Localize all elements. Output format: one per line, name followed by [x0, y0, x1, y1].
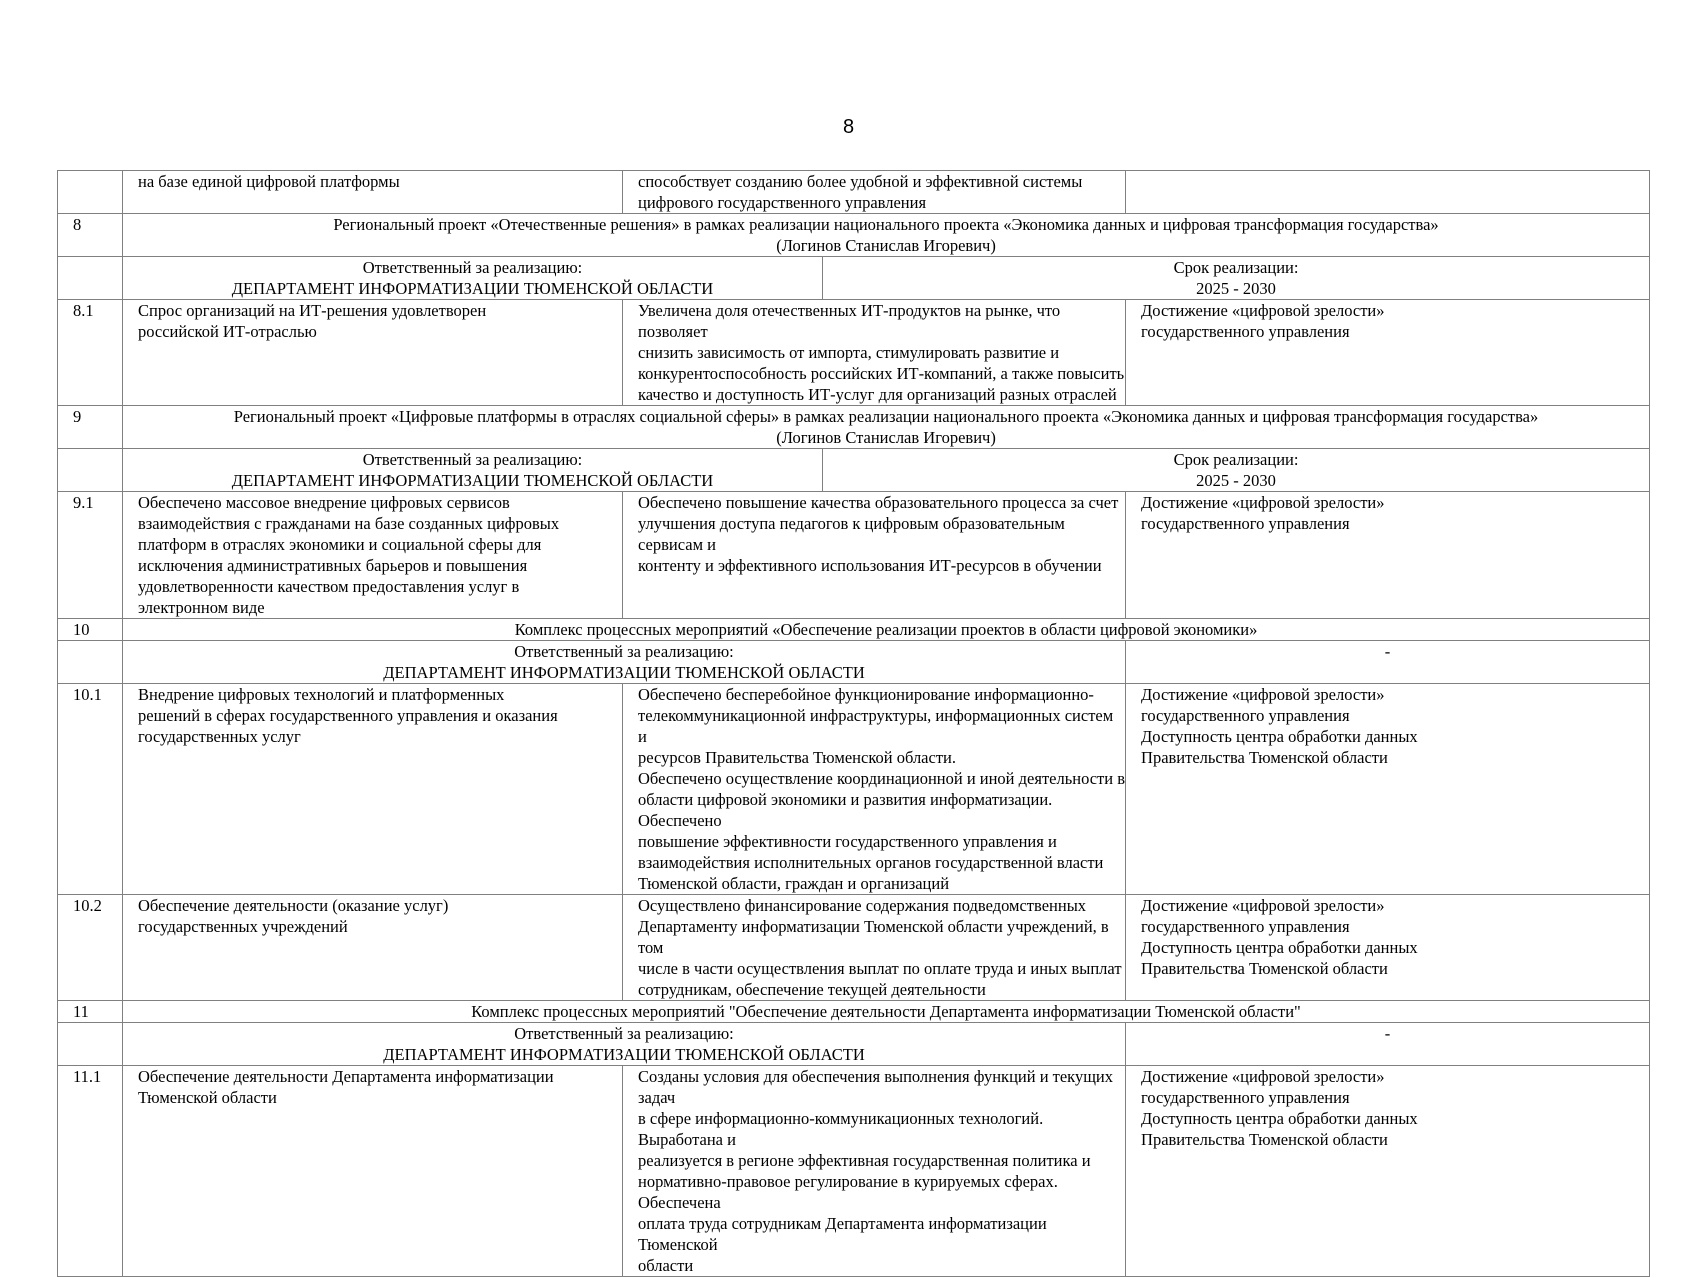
- effect-cell: Увеличена доля отечественных ИТ-продуктов на рынке, что позволяет снизить зависимость от импорта, стимулировать развитие и конкурентоспособность российских ИТ-компаний, а также повысить качество и доступность ИТ-услуг для организаций разных отраслей: [623, 300, 1126, 406]
- indicator-cell: Достижение «цифровой зрелости» государственного управления Доступность центра обработки данных Правительства Тюменской области: [1126, 1066, 1650, 1277]
- term-cell: Срок реализации: 2025 - 2030: [823, 449, 1650, 492]
- project-title: Региональный проект «Цифровые платформы в отраслях социальной сферы» в рамках реализации национального проекта «Экономика данных и цифровая трансформация государства» (Логинов Станислав Игоревич): [123, 406, 1650, 449]
- project-title: Региональный проект «Отечественные решения» в рамках реализации национального проекта «Экономика данных и цифровая трансформация государства» (Логинов Станислав Игоревич): [123, 214, 1650, 257]
- goal-cell: Обеспечено массовое внедрение цифровых сервисов взаимодействия с гражданами на базе созданных цифровых платформ в отраслях экономики и социальной сферы для исключения административных барьеров и повышения удовлетворенности качеством предоставления услуг в электронном виде: [123, 492, 623, 619]
- row-number-cell: 11: [58, 1001, 123, 1023]
- term-cell: -: [1126, 641, 1650, 684]
- indicator-cell: Достижение «цифровой зрелости» государственного управления Доступность центра обработки данных Правительства Тюменской области: [1126, 684, 1650, 895]
- project-title-row: [58, 406, 1650, 449]
- row-number-cell: 10.1: [58, 684, 123, 895]
- row-number-cell: 9: [58, 406, 123, 449]
- term-cell: -: [1126, 1023, 1650, 1066]
- table-row: [58, 895, 1650, 1001]
- responsible-row: [58, 1023, 1650, 1066]
- project-title-row: [58, 1001, 1650, 1023]
- row-number-cell: 9.1: [58, 492, 123, 619]
- goal-cell: на базе единой цифровой платформы: [123, 171, 623, 214]
- indicator-cell: Достижение «цифровой зрелости» государственного управления: [1126, 300, 1650, 406]
- responsible-row: [58, 257, 1650, 300]
- term-cell: Срок реализации: 2025 - 2030: [823, 257, 1650, 300]
- row-number-cell: 8: [58, 214, 123, 257]
- indicator-cell: [1126, 171, 1650, 214]
- goal-cell: Внедрение цифровых технологий и платформенных решений в сферах государственного управления и оказания государственных услуг: [123, 684, 623, 895]
- row-number-cell: 8.1: [58, 300, 123, 406]
- goal-cell: Обеспечение деятельности Департамента информатизации Тюменской области: [123, 1066, 623, 1277]
- project-title-row: [58, 619, 1650, 641]
- responsible-cell: Ответственный за реализацию: ДЕПАРТАМЕНТ ИНФОРМАТИЗАЦИИ ТЮМЕНСКОЙ ОБЛАСТИ: [123, 641, 1126, 684]
- measures-table: [57, 170, 1650, 1277]
- goal-cell: Обеспечение деятельности (оказание услуг) государственных учреждений: [123, 895, 623, 1001]
- responsible-cell: Ответственный за реализацию: ДЕПАРТАМЕНТ ИНФОРМАТИЗАЦИИ ТЮМЕНСКОЙ ОБЛАСТИ: [123, 449, 823, 492]
- table-row: [58, 1066, 1650, 1277]
- responsible-row: [58, 449, 1650, 492]
- table-row: [58, 492, 1650, 619]
- project-title: Комплекс процессных мероприятий "Обеспечение деятельности Департамента информатизации Тюменской области": [123, 1001, 1650, 1023]
- row-number-cell: 10.2: [58, 895, 123, 1001]
- effect-cell: Осуществлено финансирование содержания подведомственных Департаменту информатизации Тюменской области учреждений, в том числе в части осуществления выплат по оплате труда и иных выплат сотрудникам, обеспечение текущей деятельности: [623, 895, 1126, 1001]
- project-title-row: [58, 214, 1650, 257]
- indicator-cell: Достижение «цифровой зрелости» государственного управления Доступность центра обработки данных Правительства Тюменской области: [1126, 895, 1650, 1001]
- project-title: Комплекс процессных мероприятий «Обеспечение реализации проектов в области цифровой экономики»: [123, 619, 1650, 641]
- row-number-cell: 10: [58, 619, 123, 641]
- table-row: [58, 300, 1650, 406]
- row-number-cell: [58, 171, 123, 214]
- row-number-cell: 11.1: [58, 1066, 123, 1277]
- effect-cell: Созданы условия для обеспечения выполнения функций и текущих задач в сфере информационно-коммуникационных технологий. Выработана и реализуется в регионе эффективная государственная политика и нормативно-правовое регулирование в курируемых сферах. Обеспечена оплата труда сотрудникам Департамента информатизации Тюменской области: [623, 1066, 1126, 1277]
- effect-cell: Обеспечено повышение качества образовательного процесса за счет улучшения доступа педагогов к цифровым образовательным сервисам и контенту и эффективного использования ИТ-ресурсов в обучении: [623, 492, 1126, 619]
- responsible-row: [58, 641, 1650, 684]
- table-row: [58, 684, 1650, 895]
- indicator-cell: Достижение «цифровой зрелости» государственного управления: [1126, 492, 1650, 619]
- effect-cell: Обеспечено бесперебойное функционирование информационно- телекоммуникационной инфраструктуры, информационных систем и ресурсов Правительства Тюменской области. Обеспечено осуществление координационной и иной деятельности в области цифровой экономики и развития информатизации. Обеспечено повышение эффективности государственного управления и взаимодействия исполнительных органов государственной власти Тюменской области, граждан и организаций: [623, 684, 1126, 895]
- table-row: [58, 171, 1650, 214]
- page-number: 8: [842, 116, 855, 138]
- effect-cell: способствует созданию более удобной и эффективной системы цифрового государственного управления: [623, 171, 1126, 214]
- goal-cell: Спрос организаций на ИТ-решения удовлетворен российской ИТ-отраслью: [123, 300, 623, 406]
- responsible-cell: Ответственный за реализацию: ДЕПАРТАМЕНТ ИНФОРМАТИЗАЦИИ ТЮМЕНСКОЙ ОБЛАСТИ: [123, 1023, 1126, 1066]
- responsible-cell: Ответственный за реализацию: ДЕПАРТАМЕНТ ИНФОРМАТИЗАЦИИ ТЮМЕНСКОЙ ОБЛАСТИ: [123, 257, 823, 300]
